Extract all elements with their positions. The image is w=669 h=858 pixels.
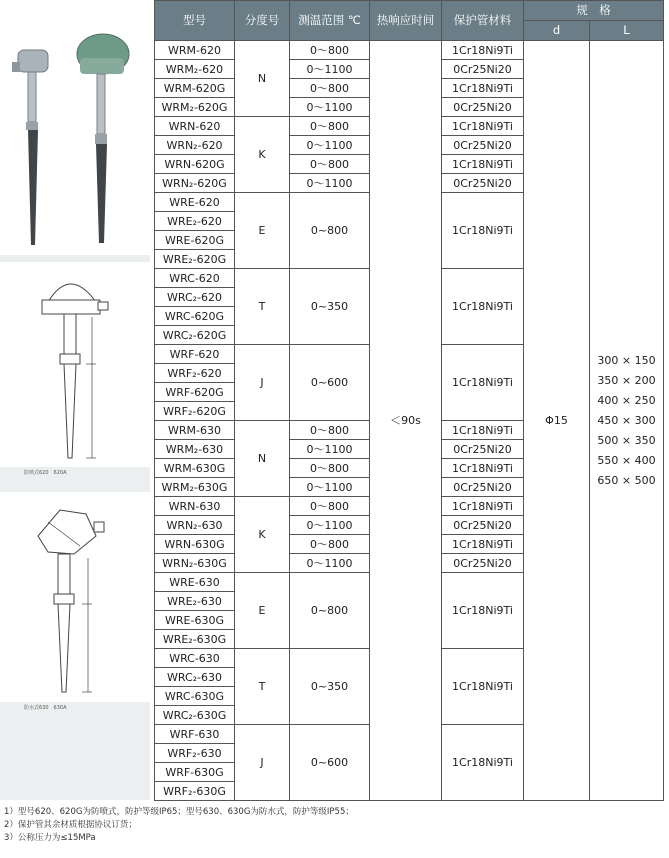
material-cell: 1Cr18Ni9Ti bbox=[442, 193, 524, 269]
drawing-620-caption: 防喷式620 620A bbox=[24, 470, 67, 476]
material-cell: 1Cr18Ni9Ti bbox=[442, 725, 524, 801]
range-cell: 0～800 bbox=[290, 421, 370, 440]
model-cell: WRN₂-620 bbox=[155, 136, 235, 155]
material-cell: 1Cr18Ni9Ti bbox=[442, 345, 524, 421]
range-cell: 0~350 bbox=[290, 269, 370, 345]
illustration-panel bbox=[0, 0, 150, 800]
model-cell: WRE₂-620 bbox=[155, 212, 235, 231]
header-material: 保护管材料 bbox=[442, 1, 524, 41]
length-value: 300 × 150 bbox=[597, 353, 656, 367]
model-cell: WRM-620G bbox=[155, 79, 235, 98]
diameter-cell: Φ15 bbox=[524, 41, 590, 801]
material-cell: 1Cr18Ni9Ti bbox=[442, 459, 524, 478]
range-cell: 0~800 bbox=[290, 193, 370, 269]
range-cell: 0~350 bbox=[290, 649, 370, 725]
spec-table-body bbox=[155, 41, 664, 801]
model-cell: WRF-620G bbox=[155, 383, 235, 402]
model-cell: WRM-630G bbox=[155, 459, 235, 478]
model-cell: WRE-630G bbox=[155, 611, 235, 630]
graduation-cell: T bbox=[235, 649, 290, 725]
material-cell: 0Cr25Ni20 bbox=[442, 478, 524, 497]
range-cell: 0～800 bbox=[290, 535, 370, 554]
material-cell: 1Cr18Ni9Ti bbox=[442, 649, 524, 725]
model-cell: WRN₂-620G bbox=[155, 174, 235, 193]
length-value: 550 × 400 bbox=[597, 453, 656, 467]
model-cell: WRE₂-630 bbox=[155, 592, 235, 611]
range-cell: 0～1100 bbox=[290, 60, 370, 79]
model-cell: WRM₂-630G bbox=[155, 478, 235, 497]
length-cell bbox=[590, 41, 664, 801]
model-cell: WRN-620 bbox=[155, 117, 235, 136]
model-cell: WRC-620 bbox=[155, 269, 235, 288]
material-cell: 1Cr18Ni9Ti bbox=[442, 497, 524, 516]
graduation-cell: K bbox=[235, 497, 290, 573]
length-value: 400 × 250 bbox=[597, 393, 656, 407]
range-cell: 0～800 bbox=[290, 117, 370, 136]
graduation-cell: J bbox=[235, 725, 290, 801]
material-cell: 1Cr18Ni9Ti bbox=[442, 573, 524, 649]
spec-table bbox=[154, 0, 664, 801]
material-cell: 0Cr25Ni20 bbox=[442, 440, 524, 459]
spec-table-header bbox=[155, 1, 664, 41]
model-cell: WRE₂-630G bbox=[155, 630, 235, 649]
length-value: 450 × 300 bbox=[597, 413, 656, 427]
graduation-cell: N bbox=[235, 41, 290, 117]
model-cell: WRM₂-620 bbox=[155, 60, 235, 79]
material-cell: 0Cr25Ni20 bbox=[442, 60, 524, 79]
model-cell: WRN-630G bbox=[155, 535, 235, 554]
drawing-620 bbox=[0, 262, 150, 467]
footnotes bbox=[4, 806, 354, 845]
model-cell: WRF₂-620G bbox=[155, 402, 235, 421]
range-cell: 0~800 bbox=[290, 573, 370, 649]
material-cell: 1Cr18Ni9Ti bbox=[442, 117, 524, 136]
range-cell: 0～1100 bbox=[290, 440, 370, 459]
material-cell: 0Cr25Ni20 bbox=[442, 554, 524, 573]
model-cell: WRC-630 bbox=[155, 649, 235, 668]
material-cell: 1Cr18Ni9Ti bbox=[442, 421, 524, 440]
range-cell: 0～1100 bbox=[290, 478, 370, 497]
range-cell: 0～800 bbox=[290, 79, 370, 98]
footnote: 3）公称压力为≤15MPa bbox=[4, 833, 96, 843]
material-cell: 0Cr25Ni20 bbox=[442, 136, 524, 155]
response-time-cell: ＜90s bbox=[370, 41, 442, 801]
model-cell: WRE₂-620G bbox=[155, 250, 235, 269]
model-cell: WRE-630 bbox=[155, 573, 235, 592]
material-cell: 0Cr25Ni20 bbox=[442, 98, 524, 117]
material-cell: 1Cr18Ni9Ti bbox=[442, 79, 524, 98]
drawing-630-caption: 防水式630 630A bbox=[24, 705, 67, 711]
model-cell: WRM₂-620G bbox=[155, 98, 235, 117]
model-cell: WRM-630 bbox=[155, 421, 235, 440]
model-cell: WRM₂-630 bbox=[155, 440, 235, 459]
footnote: 1）型号620、620G为防喷式，防护等级IP65；型号630、630G为防水式，防护等级IP55； bbox=[4, 807, 354, 817]
header-response: 热响应时间 bbox=[370, 1, 442, 41]
model-cell: WRF₂-630G bbox=[155, 782, 235, 801]
drawing-630 bbox=[0, 492, 150, 702]
model-cell: WRN₂-630 bbox=[155, 516, 235, 535]
graduation-cell: E bbox=[235, 573, 290, 649]
material-cell: 1Cr18Ni9Ti bbox=[442, 155, 524, 174]
model-cell: WRN-630 bbox=[155, 497, 235, 516]
length-value: 500 × 350 bbox=[597, 433, 656, 447]
length-value: 350 × 200 bbox=[597, 373, 656, 387]
model-cell: WRC-620G bbox=[155, 307, 235, 326]
product-photo bbox=[0, 0, 150, 255]
material-cell: 0Cr25Ni20 bbox=[442, 174, 524, 193]
header-model: 型号 bbox=[155, 1, 235, 41]
model-cell: WRF-630G bbox=[155, 763, 235, 782]
header-d: d bbox=[524, 21, 590, 41]
material-cell: 1Cr18Ni9Ti bbox=[442, 41, 524, 60]
model-cell: WRC-630G bbox=[155, 687, 235, 706]
model-cell: WRN-620G bbox=[155, 155, 235, 174]
model-cell: WRF₂-630 bbox=[155, 744, 235, 763]
model-cell: WRE-620 bbox=[155, 193, 235, 212]
material-cell: 1Cr18Ni9Ti bbox=[442, 269, 524, 345]
material-cell: 1Cr18Ni9Ti bbox=[442, 535, 524, 554]
header-range: 测温范围 ℃ bbox=[290, 1, 370, 41]
range-cell: 0～1100 bbox=[290, 516, 370, 535]
model-cell: WRF₂-620 bbox=[155, 364, 235, 383]
model-cell: WRF-620 bbox=[155, 345, 235, 364]
header-spec: 规 格 bbox=[524, 1, 664, 21]
range-cell: 0～800 bbox=[290, 497, 370, 516]
header-graduation: 分度号 bbox=[235, 1, 290, 41]
range-cell: 0~600 bbox=[290, 725, 370, 801]
model-cell: WRN₂-630G bbox=[155, 554, 235, 573]
range-cell: 0～800 bbox=[290, 155, 370, 174]
range-cell: 0~600 bbox=[290, 345, 370, 421]
length-value: 650 × 500 bbox=[597, 473, 656, 487]
range-cell: 0～800 bbox=[290, 459, 370, 478]
graduation-cell: T bbox=[235, 269, 290, 345]
header-L: L bbox=[590, 21, 664, 41]
model-cell: WRC₂-630 bbox=[155, 668, 235, 687]
graduation-cell: J bbox=[235, 345, 290, 421]
graduation-cell: K bbox=[235, 117, 290, 193]
table-row bbox=[155, 41, 664, 60]
model-cell: WRE-620G bbox=[155, 231, 235, 250]
model-cell: WRC₂-620 bbox=[155, 288, 235, 307]
model-cell: WRF-630 bbox=[155, 725, 235, 744]
range-cell: 0～1100 bbox=[290, 98, 370, 117]
model-cell: WRC₂-630G bbox=[155, 706, 235, 725]
range-cell: 0～1100 bbox=[290, 136, 370, 155]
graduation-cell: E bbox=[235, 193, 290, 269]
range-cell: 0～800 bbox=[290, 41, 370, 60]
range-cell: 0～1100 bbox=[290, 554, 370, 573]
model-cell: WRC₂-620G bbox=[155, 326, 235, 345]
material-cell: 0Cr25Ni20 bbox=[442, 516, 524, 535]
model-cell: WRM-620 bbox=[155, 41, 235, 60]
graduation-cell: N bbox=[235, 421, 290, 497]
range-cell: 0～1100 bbox=[290, 174, 370, 193]
footnote: 2）保护管其余材质根据协议订货； bbox=[4, 820, 137, 830]
